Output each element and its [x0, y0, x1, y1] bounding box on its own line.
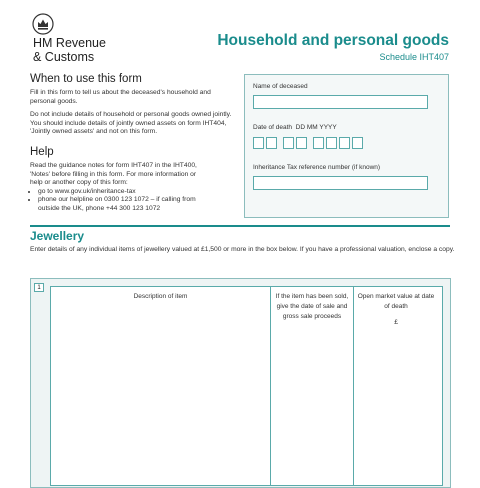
help-para: Read the guidance notes for form IHT407 in the IHT400, 'Notes' before filling in this form. For more information or help or another copy of this form: [30, 162, 197, 187]
name-label: Name of deceased [253, 83, 308, 90]
col-header-value-text: Open market value at date of death [357, 293, 435, 310]
date-year-digit-4[interactable] [352, 137, 363, 149]
date-of-death-label [253, 124, 337, 131]
hmrc-brand [33, 36, 106, 64]
help-bullet-2: • phone our helpline on 0300 123 1072 – if calling from outside the UK, phone +44 300 123 1072 [38, 196, 205, 213]
date-month-digit-2[interactable] [296, 137, 307, 149]
col-header-value [357, 292, 435, 328]
brand-line-2: & Customs [33, 50, 95, 64]
date-label-text: Date of death [253, 124, 293, 131]
form-title: Household and personal goods [217, 32, 449, 49]
date-year-digit-3[interactable] [339, 137, 350, 149]
when-para-2: Do not include details of household or personal goods owned jointly. You should include details of jointly owned assets on form IHT404, 'Jointly owned assets' and not on this form. [30, 111, 232, 136]
name-of-deceased-input[interactable] [253, 95, 428, 109]
iht-reference-input[interactable] [253, 176, 428, 190]
iht-reference-label: Inheritance Tax reference number (if known) [253, 164, 381, 171]
row-number-badge: 1 [34, 283, 44, 292]
col-header-sale: If the item has been sold, give the date of sale and gross sale proceeds [275, 293, 349, 320]
section-divider [30, 225, 450, 227]
description-input[interactable] [51, 332, 270, 485]
help-heading: Help [30, 146, 54, 158]
date-month-digit-1[interactable] [283, 137, 294, 149]
date-year-digit-1[interactable] [313, 137, 324, 149]
brand-line-1: HM Revenue [33, 36, 106, 50]
help-bullet-1: • go to www.gov.uk/inheritance-tax [38, 188, 205, 197]
royal-crest-icon [32, 13, 54, 35]
jewellery-table [50, 286, 443, 486]
date-day-digit-2[interactable] [266, 137, 277, 149]
date-day-digit-1[interactable] [253, 137, 264, 149]
sale-details-input[interactable] [271, 332, 353, 485]
date-year-digit-2[interactable] [326, 137, 337, 149]
jewellery-instructions: Enter details of any individual items of jewellery valued at £1,500 or more in the box below. If you have a professional valuation, enclose a copy. [30, 246, 455, 253]
help-section [30, 162, 205, 214]
help-list [30, 188, 205, 214]
date-of-death-input [253, 137, 373, 149]
currency-symbol: £ [394, 319, 398, 326]
when-para-1: Fill in this form to tell us about the deceased's household and personal goods. [30, 89, 211, 105]
jewellery-heading: Jewellery [30, 229, 85, 243]
when-heading: When to use this form [30, 73, 142, 85]
form-subtitle: Schedule IHT407 [379, 52, 449, 62]
market-value-input[interactable] [354, 332, 442, 485]
date-format-hint: DD MM YYYY [295, 124, 337, 131]
col-header-description: Description of item [133, 293, 188, 300]
